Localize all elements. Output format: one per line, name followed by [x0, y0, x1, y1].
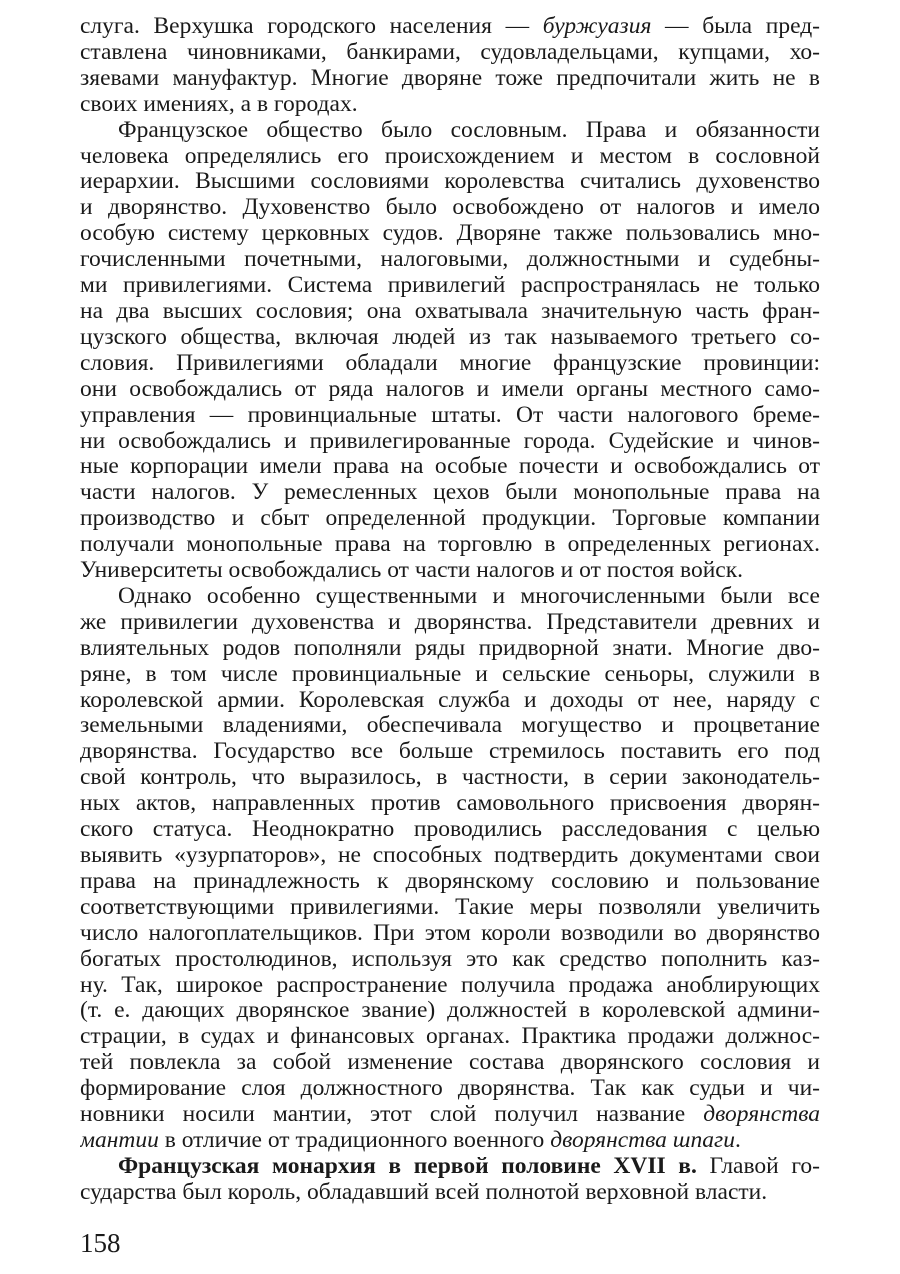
text-run: человека определялись его происхождением и местом в сословной [80, 143, 820, 169]
page-number: 158 [80, 1228, 121, 1258]
section-heading: Французская монархия в первой половине XVII в. [118, 1153, 697, 1179]
text-run: цузского общества, включая людей из так называемого третьего со [80, 324, 813, 350]
text-line [80, 403, 820, 429]
italic-term: буржуазия [542, 14, 652, 39]
text-run: ского статуса. Неоднократно проводились расследования с целью [80, 817, 820, 843]
text-run: Университеты освобождались от части налогов и от постоя войск. [80, 558, 743, 584]
text-line [80, 1180, 820, 1206]
paragraph-first-line [80, 1154, 820, 1180]
text-line [80, 895, 820, 921]
text-line [80, 558, 820, 584]
text-run: и дворянство. Духовенство было освобождено от налогов и имело [80, 195, 820, 221]
text-line [80, 947, 820, 973]
text-run: сударства был король, обладавший всей полнотой верховной власти. [80, 1179, 768, 1205]
text-run: иерархии. Высшими сословиями королевства считались духовенство [80, 169, 820, 195]
text-run: на два высших сословия; она охватывала значительную часть фран [80, 298, 813, 324]
text-line [80, 299, 820, 325]
text-run: управления — провинциальные штаты. От части налогового бреме [80, 402, 813, 428]
text-line [80, 739, 820, 765]
text-line [80, 1102, 820, 1128]
text-line [80, 66, 820, 92]
text-line [80, 921, 820, 947]
text-run: особую систему церковных судов. Дворяне также пользовались мно [80, 221, 813, 247]
text-run: — была пред [651, 14, 813, 39]
text-run: своих имениях, а в городах. [80, 91, 358, 117]
text-run: производство и сбыт определенной продукции. Торговые компании [80, 506, 820, 532]
text-line [80, 791, 820, 817]
text-run: страции, в судах и финансовых органах. Практика продажи должнос [80, 1024, 813, 1050]
text-run: выявить «узурпаторов», не способных подтвердить документами свои [80, 843, 820, 868]
text-run: свой контроль, что выразилось, в частности, в серии законодатель [80, 765, 813, 791]
text-run: влиятельных родов пополняли ряды придворной знати. Многие дво [80, 635, 813, 661]
text-run: ные корпорации имели права на особые почести и освобождались от [80, 454, 820, 480]
text-run: зяевами мануфактур. Многие дворяне тоже предпочитали жить не в [80, 65, 820, 91]
text-run: получали монопольные права на торговлю в определенных регионах. [80, 532, 820, 558]
text-run: же привилегии духовенства и дворянства. Представители древних и [80, 609, 820, 635]
text-run: части налогов. У ремесленных цехов были монопольные права на [80, 480, 820, 506]
text-line [80, 454, 820, 480]
text-run: ставлена чиновниками, банкирами, судовладельцами, купцами, хо [80, 39, 813, 65]
text-run: слуга. Верхушка городского населения — [80, 14, 543, 39]
text-line [80, 636, 820, 662]
text-line [80, 1050, 820, 1076]
text-run: гочисленными почетными, налоговыми, должностными и судебны [80, 247, 813, 273]
body-text [80, 14, 820, 1206]
text-run: дворянства. Государство все больше стремилось поставить его под [80, 739, 820, 765]
paragraph-first-line [80, 584, 820, 610]
text-line [80, 843, 820, 869]
text-line [80, 429, 820, 455]
text-run: тей повлекла за собой изменение состава дворянского сословия и [80, 1050, 820, 1076]
text-run: ряне, в том числе провинциальные и сельские сеньоры, служили в [80, 661, 820, 687]
paragraph-first-line [80, 118, 820, 144]
text-run: формирование слоя должностного дворянства. Так как судьи и чи [80, 1076, 813, 1102]
text-line [80, 14, 820, 40]
text-line [80, 480, 820, 506]
text-line [80, 273, 820, 299]
text-line [80, 195, 820, 221]
text-line [80, 688, 820, 714]
text-run: богатых простолюдинов, используя это как средство пополнить каз [80, 946, 813, 972]
text-run: ми привилегиями. Система привилегий распространялась не только [80, 273, 820, 299]
text-line [80, 325, 820, 351]
text-line [80, 377, 820, 403]
text-line [80, 973, 820, 999]
text-run: в отличие от традиционного военного [158, 1127, 551, 1153]
text-run: словия. Привилегиями обладали многие французские провинции: [80, 350, 820, 376]
text-line [80, 144, 820, 170]
text-line [80, 506, 820, 532]
text-run: соответствующими привилегиями. Такие меры позволяли увеличить [80, 894, 820, 920]
italic-term: мантии [80, 1127, 159, 1153]
text-line [80, 713, 820, 739]
text-run: (т. е. дающих дворянское звание) должностей в королевской админи [80, 998, 813, 1024]
text-line [80, 1128, 820, 1154]
text-line [80, 40, 820, 66]
text-run: ну. Так, широкое распространение получила продажа аноблирующих [80, 972, 820, 998]
text-run: Главой го [696, 1153, 813, 1179]
italic-term: дворянства [703, 1102, 820, 1128]
text-run: Однако особенно существенными и многочисленными были все [118, 583, 820, 609]
text-line [80, 998, 820, 1024]
text-line [80, 169, 820, 195]
text-line [80, 1024, 820, 1050]
text-run: ни освобождались и привилегированные города. Судейские и чинов [80, 428, 813, 454]
text-run: права на принадлежность к дворянскому сословию и пользование [80, 868, 820, 894]
text-run: новники носили мантии, этот слой получил название [80, 1102, 704, 1128]
text-run: они освобождались от ряда налогов и имели органы местного само [80, 376, 813, 402]
text-line [80, 92, 820, 118]
text-run: ных актов, направленных против самовольного присвоения дворян [80, 791, 813, 817]
text-line [80, 765, 820, 791]
text-line [80, 532, 820, 558]
text-run: число налогоплательщиков. При этом короли возводили во дворянство [80, 920, 820, 946]
text-line [80, 1076, 820, 1102]
text-line [80, 817, 820, 843]
text-line [80, 247, 820, 273]
text-run: . [734, 1127, 741, 1153]
text-line [80, 221, 820, 247]
text-run: королевской армии. Королевская служба и доходы от нее, наряду с [80, 687, 820, 713]
text-run: земельными владениями, обеспечивала могущество и процветание [80, 713, 820, 739]
text-line [80, 869, 820, 895]
text-line [80, 662, 820, 688]
text-line [80, 610, 820, 636]
text-line [80, 351, 820, 377]
italic-term: дворянства шпаги [550, 1127, 735, 1153]
text-run: Французское общество было сословным. Права и обязанности [118, 117, 820, 143]
